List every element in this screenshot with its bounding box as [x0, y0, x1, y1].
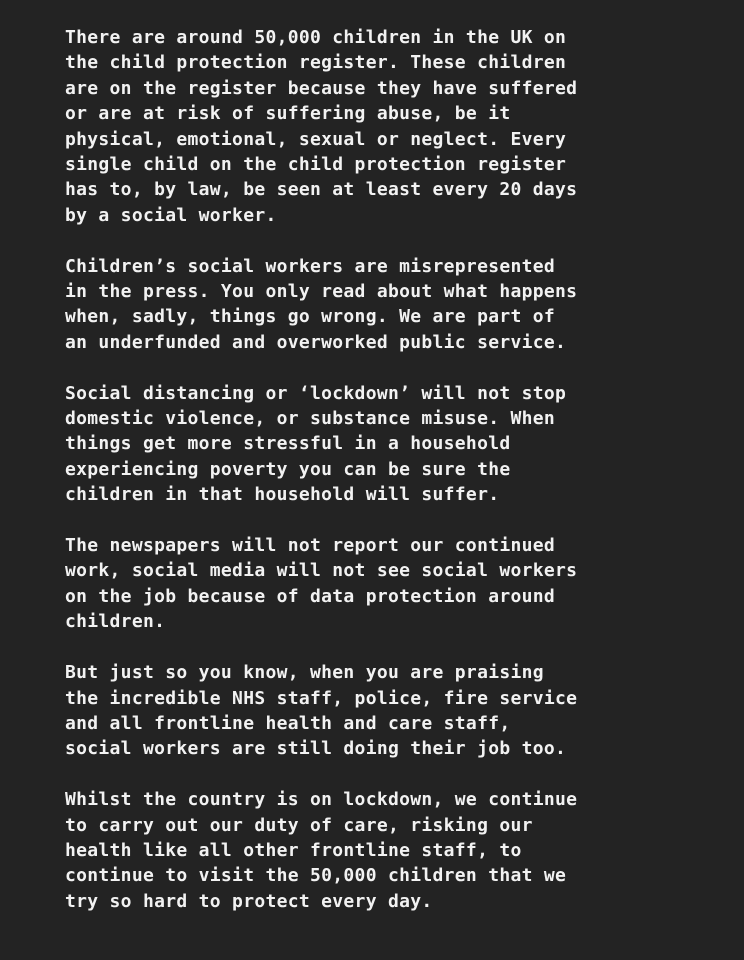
text-line: to carry out our duty of care, risking our — [65, 814, 533, 836]
text-line: by a social worker. — [65, 204, 277, 226]
text-line: try so hard to protect every day. — [65, 890, 433, 912]
paragraph-praising-nhs — [65, 660, 705, 762]
text-line: the child protection register. These children — [65, 52, 567, 74]
text-line: experiencing poverty you can be sure the — [65, 458, 511, 480]
text-line: on the job because of data protection around — [65, 585, 556, 607]
text-line: things get more stressful in a household — [65, 433, 511, 455]
text-line: are on the register because they have suffered — [65, 77, 578, 99]
text-line: an underfunded and overworked public service. — [65, 331, 567, 353]
text-line: Social distancing or ‘lockdown’ will not stop — [65, 382, 567, 404]
text-line: children. — [65, 611, 166, 633]
text-line: when, sadly, things go wrong. We are part of — [65, 306, 556, 328]
text-line: domestic violence, or substance misuse. When — [65, 408, 556, 430]
text-line: The newspapers will not report our continued — [65, 535, 556, 557]
paragraph-misrepresented — [65, 254, 705, 356]
text-line: continue to visit the 50,000 children that we — [65, 865, 567, 887]
text-line: Whilst the country is on lockdown, we continue — [65, 789, 578, 811]
paragraph-child-protection-register — [65, 25, 705, 228]
text-line: has to, by law, be seen at least every 20 days — [65, 179, 578, 201]
text-line: physical, emotional, sexual or neglect. Every — [65, 128, 567, 150]
text-line: or are at risk of suffering abuse, be it — [65, 103, 511, 125]
text-line: single child on the child protection register — [65, 154, 567, 176]
text-line: the incredible NHS staff, police, fire service — [65, 687, 578, 709]
text-line: But just so you know, when you are praising — [65, 662, 544, 684]
paragraph-social-distancing — [65, 381, 705, 508]
text-line: work, social media will not see social workers — [65, 560, 578, 582]
text-line: in the press. You only read about what happens — [65, 281, 578, 303]
text-line: health like all other frontline staff, to — [65, 839, 522, 861]
text-line: children in that household will suffer. — [65, 484, 500, 506]
paragraph-lockdown-duty — [65, 787, 705, 914]
text-line: social workers are still doing their job too. — [65, 738, 567, 760]
text-line: and all frontline health and care staff, — [65, 712, 511, 734]
text-line: There are around 50,000 children in the UK on — [65, 27, 567, 48]
text-post-body — [65, 25, 705, 940]
paragraph-newspapers — [65, 533, 705, 635]
text-line: Children’s social workers are misrepresented — [65, 255, 556, 277]
